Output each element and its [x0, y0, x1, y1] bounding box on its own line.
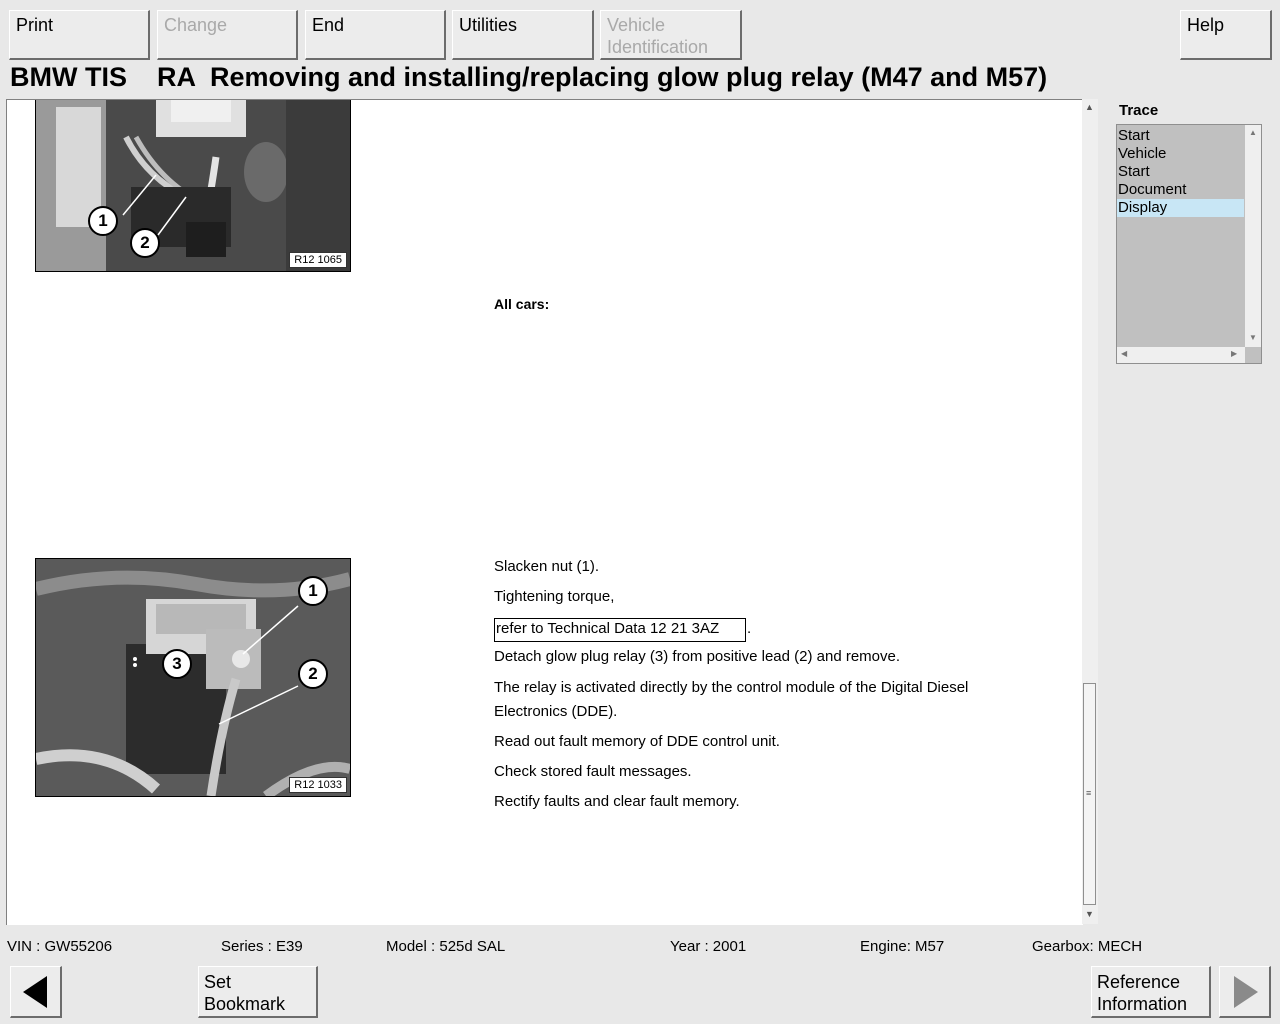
print-button[interactable]: Print: [9, 10, 150, 60]
step-text: The relay is activated directly by the control module of the Digital Diesel: [494, 679, 969, 696]
app-name: BMW TIS: [10, 62, 127, 92]
document-title: Removing and installing/replacing glow plug relay (M47 and M57): [209, 62, 1048, 92]
trace-item-start[interactable]: Start: [1118, 163, 1150, 180]
step-text: Rectify faults and clear fault memory.: [494, 793, 740, 810]
set-bookmark-button[interactable]: Set Bookmark: [198, 966, 318, 1018]
trace-list: [1116, 124, 1262, 364]
scroll-down-icon[interactable]: ▼: [1085, 909, 1094, 919]
status-model: Model : 525d SAL: [386, 938, 506, 955]
end-button[interactable]: End: [305, 10, 446, 60]
photo-glow-plug-relay-location: [35, 99, 351, 272]
change-button[interactable]: Change: [157, 10, 298, 60]
document-pane: [6, 99, 1083, 925]
photo-glow-plug-relay-detail: [35, 558, 351, 797]
status-year: Year : 2001: [670, 938, 747, 955]
document-code: RA: [156, 62, 196, 92]
callout-1: 1: [298, 576, 328, 606]
scroll-right-icon[interactable]: ▶: [1231, 349, 1238, 358]
grip-icon: ≡: [1086, 788, 1092, 798]
callout-1: 1: [88, 206, 118, 236]
all-cars-heading: All cars:: [494, 296, 550, 312]
forward-button[interactable]: [1219, 966, 1271, 1018]
status-gearbox: Gearbox: MECH: [1032, 938, 1143, 955]
status-vin: VIN : GW55206: [7, 938, 113, 955]
photo-illustration: [36, 99, 350, 271]
trace-item-document[interactable]: Document: [1118, 181, 1187, 198]
trace-item-start[interactable]: Start: [1118, 127, 1150, 144]
utilities-button[interactable]: Utilities: [452, 10, 594, 60]
callout-2: 2: [130, 228, 160, 258]
callout-2: 2: [298, 659, 328, 689]
scroll-up-icon[interactable]: ▲: [1249, 128, 1257, 137]
step-text: Electronics (DDE).: [494, 703, 618, 720]
help-button[interactable]: Help: [1180, 10, 1272, 60]
step-text: Check stored fault messages.: [494, 763, 692, 780]
technical-data-link[interactable]: refer to Technical Data 12 21 3AZ: [494, 618, 746, 642]
step-text: Tightening torque,: [494, 588, 615, 605]
scroll-down-icon[interactable]: ▼: [1249, 333, 1257, 342]
page-title: [10, 62, 1047, 93]
back-arrow-icon: [11, 967, 61, 1017]
trace-horizontal-scrollbar[interactable]: [1117, 347, 1245, 363]
document-scrollbar[interactable]: [1082, 99, 1098, 924]
scroll-up-icon[interactable]: ▲: [1085, 102, 1094, 112]
scroll-thumb[interactable]: [1083, 683, 1096, 905]
vehicle-identification-button[interactable]: Vehicle Identification: [600, 10, 742, 60]
back-button[interactable]: [10, 966, 62, 1018]
trace-label: Trace: [1119, 102, 1159, 119]
trace-item-vehicle[interactable]: Vehicle: [1118, 145, 1167, 162]
scroll-left-icon[interactable]: ◀: [1121, 349, 1128, 358]
callout-3: 3: [162, 649, 192, 679]
reference-information-button[interactable]: Reference Information: [1091, 966, 1211, 1018]
bottom-bar: [0, 962, 1280, 1024]
step-text: Slacken nut (1).: [494, 558, 600, 575]
trace-item-display[interactable]: Display: [1117, 199, 1244, 217]
status-series: Series : E39: [221, 938, 303, 955]
step-text: Detach glow plug relay (3) from positive lead (2) and remove.: [494, 648, 901, 665]
step-text: Read out fault memory of DDE control unit.: [494, 733, 780, 750]
photo-code: R12 1033: [289, 777, 347, 793]
trace-vertical-scrollbar[interactable]: [1245, 125, 1261, 347]
photo-code: R12 1065: [289, 252, 347, 268]
link-suffix: .: [747, 620, 752, 637]
forward-arrow-icon: [1220, 967, 1270, 1017]
status-engine: Engine: M57: [860, 938, 945, 955]
